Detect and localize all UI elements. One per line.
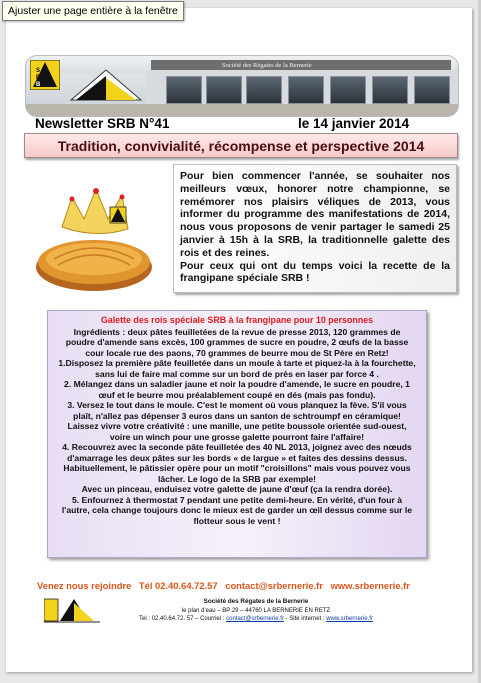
svg-text:B: B <box>36 82 41 88</box>
fit-page-tooltip: Ajuster une page entière à la fenêtre <box>2 1 184 21</box>
recipe-box <box>47 310 427 558</box>
contact-join: Venez nous rejoindre <box>37 580 132 591</box>
srb-logo <box>30 60 60 90</box>
banner-sign-text: Société des Régates de la Bernerie <box>222 62 312 69</box>
svg-text:R: R <box>36 75 41 81</box>
intro-paragraph-2: Pour ceux qui ont du temps voici la recette de la frangipane spéciale SRB ! <box>180 259 450 285</box>
recipe-step-1: 1.Disposez la première pâte feuilletée dans un moule à tarte et piquez-la à la fourchette, sans lui de faire mal comme sur un bord de près en laser par force 4 . <box>58 358 416 379</box>
recipe-step-2: 2. Mélangez dans un saladier jaune et noir la poudre d'amende, le sucre en poudre, 1 œuf et le beurre mou préalablement coupé en dés (mais pas fondu). <box>64 379 410 400</box>
contact-phone: Tél 02.40.64.72.57 <box>138 580 218 591</box>
recipe-step-4: 4. Recouvrez avec la seconde pâte feuilletée des 40 NL 2013, joignez avec des nœuds d'amarrage les deux pâtes sur les bords « de largue » et faites des dessins dessus. Habituellement, le pâtissier opère pour un motif "croisillons" mais vous pouvez vous lâcher. Le logo de la SRB par exemple! <box>62 442 412 484</box>
contact-website-link[interactable]: www.srbernerie.fr <box>330 580 410 591</box>
recipe-step-3: 3. Versez le tout dans le moule. C'est le moment où vous planquez la fève. S'il vous plaît, n'allez pas dépenser 3 euros dans un santon de schtroumpf en céramique! Laissez vivre votre créativité : une manille, une petite boussole orientée sud-ouest, voire un winch pour une grosse galette pourront faire l'affaire! <box>67 400 407 442</box>
intro-text-box <box>173 164 457 293</box>
galette-crown-image <box>32 167 170 295</box>
subtitle-banner <box>24 133 458 158</box>
footer-address-block <box>106 598 406 623</box>
footer-contact-row <box>106 615 406 623</box>
newsletter-subtitle: Tradition, convivialité, récompense et perspective 2014 <box>57 137 425 154</box>
footer-site-label: - Site internet : <box>283 615 327 622</box>
recipe-glaze-step: Avec un pinceau, enduisez votre galette de jaune d'œuf (ça la rendra dorée). <box>81 484 393 495</box>
newsletter-date: le 14 janvier 2014 <box>298 116 410 131</box>
contact-line <box>37 580 415 591</box>
recipe-step-5: 5. Enfournez à thermostat 7 pendant une petite demi-heure. En vérité, d'un four à l'autre, cela change toujours donc le mieux est de garder un œil dessus comme sur le flotteur sous le vent ! <box>61 494 413 526</box>
svg-text:S: S <box>36 68 41 74</box>
intro-paragraph-1: Pour bien commencer l'année, se souhaiter nos meilleurs vœux, honorer notre championne, se remémorer nos plaisirs véliques de 2013, vous informer du programme des manifestations de 2014, nous vous proposons de venir partager le samedi 25 janvier à 15h à la SRB, la traditionnelle galette des rois et des reines. <box>180 170 450 259</box>
boat-sail-graphic <box>66 64 146 104</box>
footer-org-name: Société des Régates de la Bernerie <box>203 598 309 605</box>
contact-email-link[interactable]: contact@srbernerie.fr <box>225 580 323 591</box>
footer-email-link[interactable]: contact@srbernerie.fr <box>226 615 284 622</box>
footer-srb-logo <box>44 597 100 623</box>
recipe-title: Galette des rois spéciale SRB à la frangipane pour 10 personnes <box>100 315 374 325</box>
newsletter-page <box>6 8 472 672</box>
footer-site-link[interactable]: www.srbernerie.fr <box>326 615 373 622</box>
recipe-ingredients: Ingrédients : deux pâtes feuilletées de la revue de presse 2013, 120 grammes de poudre d'amende sans excès, 100 grammes de sucre en poudre, 2 œufs de la basse cour locale rue des paons, 70 grammes de beurre mou de St Père en Retz! <box>65 326 409 358</box>
header-banner <box>25 55 459 117</box>
footer-tel-label: Tel : 02.40.64.72. 57 – Courriel : <box>139 615 227 622</box>
newsletter-title: Newsletter SRB N°41 <box>35 116 170 131</box>
footer-address: le plan d'eau – BP 29 – 44760 LA BERNERIE EN RETZ <box>181 607 331 614</box>
